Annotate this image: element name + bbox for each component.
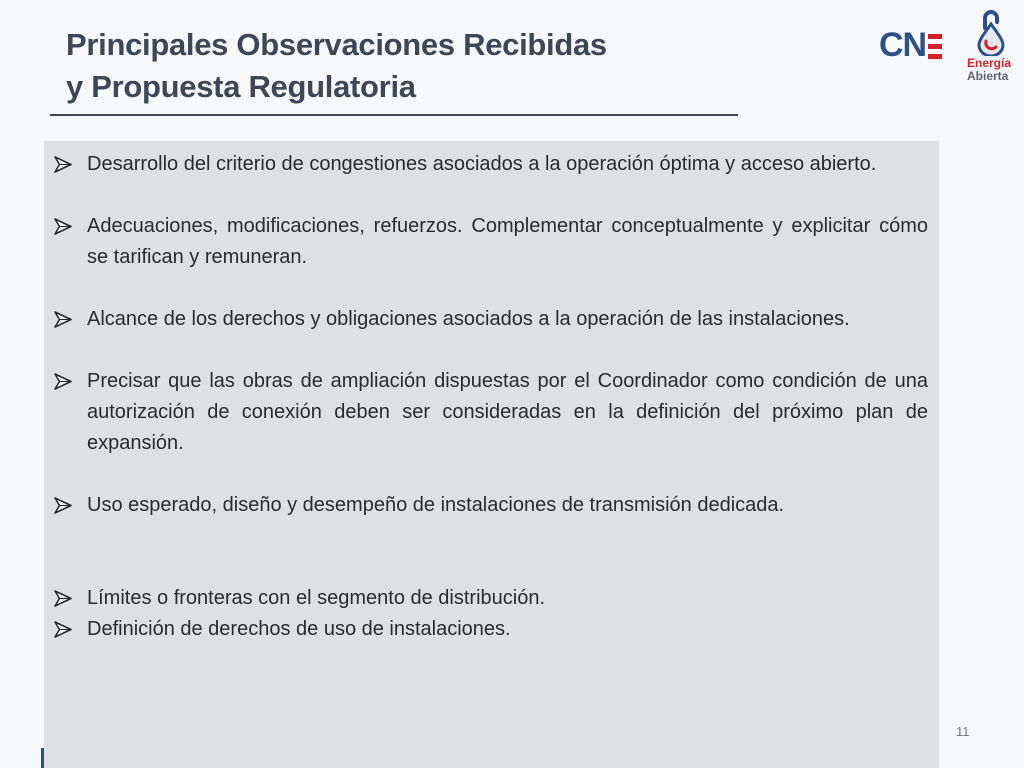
page-number: 11: [956, 724, 970, 739]
cne-logo: [879, 28, 942, 62]
bullet-text: Adecuaciones, modificaciones, refuerzos. Complementar conceptualmente y explicitar cómo se tarifican y remuneran.: [87, 215, 928, 268]
title-underline: [50, 114, 738, 116]
bullet-text: Límites o fronteras con el segmento de distribución.: [87, 587, 546, 609]
bullet-item: [54, 211, 928, 273]
bullet-list: [54, 149, 928, 645]
bullet-item: [54, 583, 928, 614]
bullet-text: Precisar que las obras de ampliación dispuestas por el Coordinador como condición de una autorización de conexión deben ser consideradas en la definición del próximo plan de expansión.: [87, 370, 928, 454]
bullet-item: [54, 304, 928, 335]
energia-abierta-line-1: Energía: [967, 56, 1012, 70]
arrow-bullet-icon: [54, 218, 72, 235]
left-accent-bar: [41, 748, 44, 768]
bullet-text: Alcance de los derechos y obligaciones asociados a la operación de las instalaciones.: [87, 308, 850, 330]
cne-logo-e-bars: [928, 34, 942, 60]
arrow-bullet-icon: [54, 311, 72, 328]
slide-title-line-2: y Propuesta Regulatoria: [66, 69, 416, 104]
arrow-bullet-icon: [54, 156, 72, 173]
arrow-bullet-icon: [54, 497, 72, 514]
arrow-bullet-icon: [54, 590, 72, 607]
bullet-item: [54, 614, 928, 645]
lock-drop-icon: [976, 8, 1006, 56]
bullet-item: [54, 366, 928, 459]
bullet-item: [54, 149, 928, 180]
bullet-item: [54, 490, 928, 521]
arrow-bullet-icon: [54, 373, 72, 390]
bullet-text: Definición de derechos de uso de instalaciones.: [87, 618, 511, 640]
cne-logo-text: CN: [879, 26, 927, 64]
bullet-text: Desarrollo del criterio de congestiones asociados a la operación óptima y acceso abierto.: [87, 153, 877, 175]
bullet-text: Uso esperado, diseño y desempeño de instalaciones de transmisión dedicada.: [87, 494, 785, 516]
energia-abierta-logo: [964, 8, 1020, 84]
arrow-bullet-icon: [54, 621, 72, 638]
slide-title: [66, 24, 607, 108]
slide-title-line-1: Principales Observaciones Recibidas: [66, 27, 607, 62]
energia-abierta-wordmark: [967, 57, 1011, 83]
energia-abierta-line-2: Abierta: [967, 69, 1009, 83]
